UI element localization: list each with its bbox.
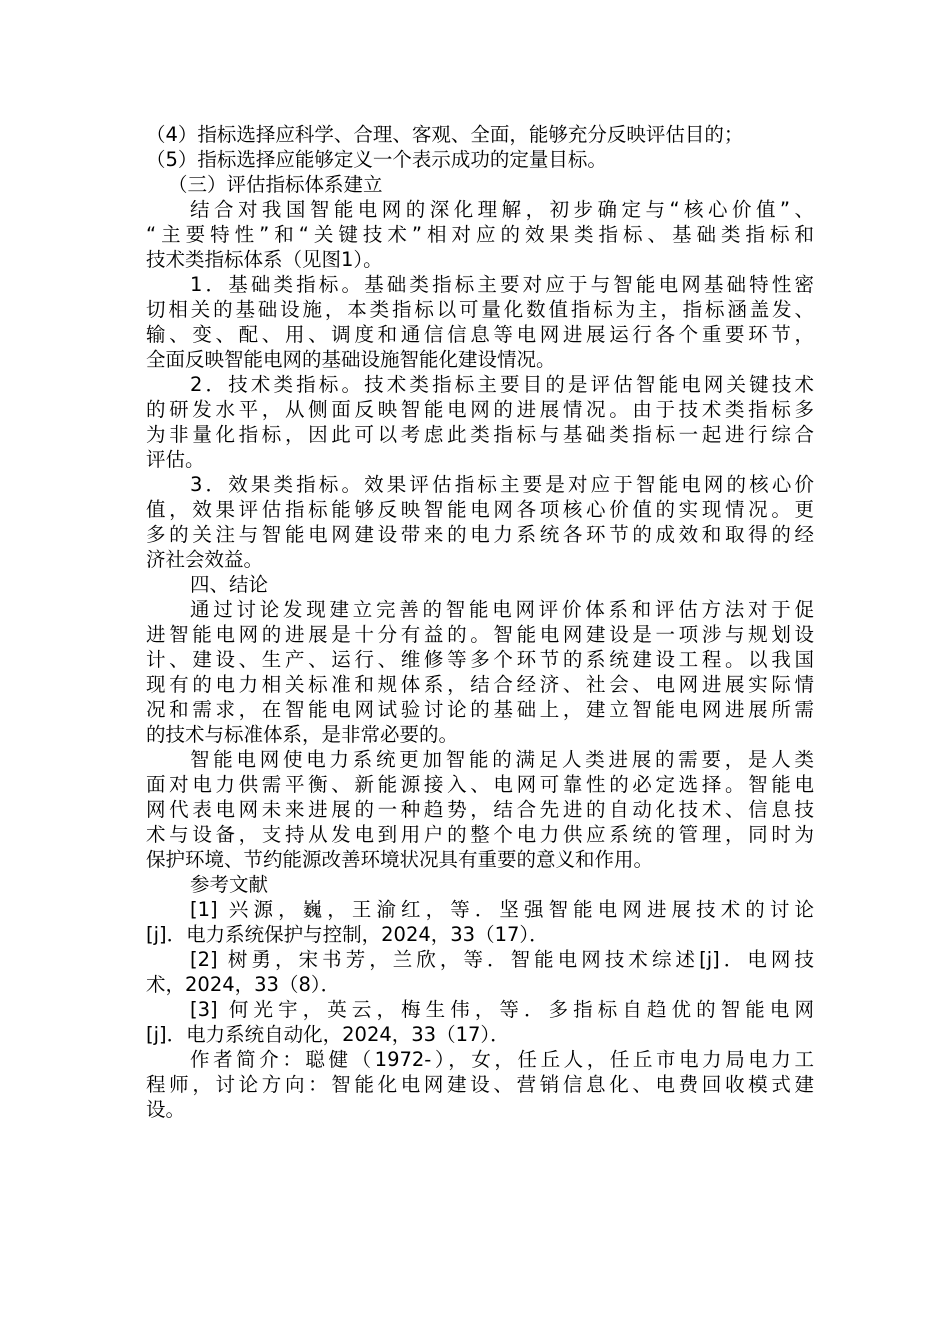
text-line: 济社会效益。 [146, 548, 264, 571]
text-line: 程师，讨论方向：智能化电网建设、营销信息化、电费回收模式建 [146, 1073, 814, 1096]
paragraph-para-tech [146, 372, 814, 472]
text-line: 为非量化指标，因此可以考虑此类指标与基础类指标一起进行综合 [146, 423, 814, 446]
paragraph-para-effect [146, 472, 814, 572]
text-line: 评估。 [146, 448, 205, 471]
text-line: 切相关的基础设施，本类指标以可量化数值指标为主，指标涵盖发、 [146, 298, 814, 321]
text-line: 多的关注与智能电网建设带来的电力系统各环节的成效和取得的经 [146, 523, 814, 546]
paragraph-author [146, 1047, 814, 1122]
text-line: 技术类指标体系（见图1）。 [146, 248, 383, 271]
text-line: 2．技术类指标。技术类指标主要目的是评估智能电网关键技术 [190, 373, 814, 396]
paragraph-references-heading [146, 872, 814, 897]
text-line: 进智能电网的进展是十分有益的。智能电网建设是一项涉与规划设 [146, 623, 814, 646]
text-line: [2] 树勇，宋书芳，兰欣，等．智能电网技术综述[j]．电网技 [190, 948, 814, 971]
text-line: 设。 [146, 1098, 186, 1121]
text-line: 值，效果评估指标能够反映智能电网各项核心价值的实现情况。更 [146, 498, 814, 521]
text-line: 网代表电网未来进展的一种趋势，结合先进的自动化技术、信息技 [146, 798, 814, 821]
text-line: 现有的电力相关标准和规体系，结合经济、社会、电网进展实际情 [146, 673, 814, 696]
paragraph-heading3 [146, 172, 814, 197]
text-line: “主要特性”和“关键技术”相对应的效果类指标、基础类指标和 [146, 223, 814, 246]
text-line: 智能电网使电力系统更加智能的满足人类进展的需要，是人类 [190, 748, 814, 771]
text-line: [j]．电力系统保护与控制，2024，33（17）． [146, 923, 549, 946]
text-line: 3．效果类指标。效果评估指标主要是对应于智能电网的核心价 [190, 473, 814, 496]
text-line: 通过讨论发现建立完善的智能电网评价体系和评估方法对于促 [190, 598, 814, 621]
text-line: 况和需求，在智能电网试验讨论的基础上，建立智能电网进展所需 [146, 698, 814, 721]
paragraph-heading4 [146, 572, 814, 597]
paragraph-ref1 [146, 897, 814, 947]
document-page [146, 122, 814, 1122]
text-line: 作者简介：聪健（1972-），女，任丘人，任丘市电力局电力工 [190, 1048, 814, 1071]
text-line: （5）指标选择应能够定义一个表示成功的定量目标。 [146, 148, 607, 171]
text-line: 保护环境、节约能源改善环境状况具有重要的意义和作用。 [146, 848, 654, 871]
text-line: 术与设备，支持从发电到用户的整个电力供应系统的管理，同时为 [146, 823, 814, 846]
text-line: [1] 兴源，巍，王渝红，等．坚强智能电网进展技术的讨论 [190, 898, 814, 921]
text-line: 输、变、配、用、调度和通信信息等电网进展运行各个重要环节， [146, 323, 814, 346]
paragraph-item4 [146, 122, 814, 147]
text-line: （三）评估指标体系建立 [168, 173, 383, 196]
text-line: 1．基础类指标。基础类指标主要对应于与智能电网基础特性密 [190, 273, 814, 296]
text-line: 四、结论 [190, 573, 269, 596]
paragraph-ref3 [146, 997, 814, 1047]
text-line: 全面反映智能电网的基础设施智能化建设情况。 [146, 348, 556, 371]
paragraph-ref2 [146, 947, 814, 997]
text-line: [3] 何光宇，英云，梅生伟，等．多指标自趋优的智能电网 [190, 998, 814, 1021]
text-line: 术，2024，33（8）． [146, 973, 341, 996]
paragraph-para-conclusion1 [146, 597, 814, 747]
text-line: [j]．电力系统自动化，2024，33（17）． [146, 1023, 510, 1046]
paragraph-item5 [146, 147, 814, 172]
text-line: 计、建设、生产、运行、维修等多个环节的系统建设工程。以我国 [146, 648, 814, 671]
paragraph-para-intro [146, 197, 814, 272]
text-line: （4）指标选择应科学、合理、客观、全面，能够充分反映评估目的； [146, 123, 744, 146]
text-line: 的研发水平，从侧面反映智能电网的进展情况。由于技术类指标多 [146, 398, 814, 421]
text-line: 参考文献 [190, 873, 269, 896]
text-line: 的技术与标准体系，是非常必要的。 [146, 723, 459, 746]
paragraph-para-conclusion2 [146, 747, 814, 872]
paragraph-para-basic [146, 272, 814, 372]
text-line: 结合对我国智能电网的深化理解，初步确定与“核心价值”、 [190, 198, 814, 221]
text-line: 面对电力供需平衡、新能源接入、电网可靠性的必定选择。智能电 [146, 773, 814, 796]
